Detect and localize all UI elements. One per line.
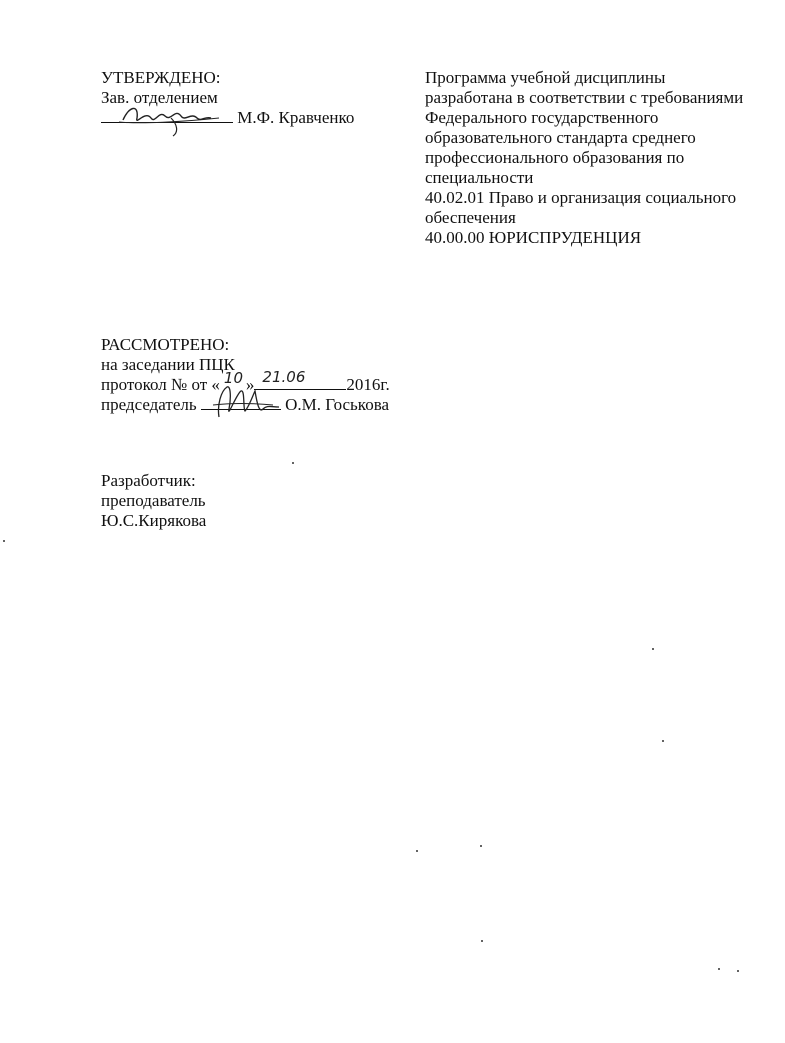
review-chair (101, 395, 390, 415)
scan-speck (481, 940, 483, 942)
scan-speck (662, 740, 664, 742)
program-line: Программа учебной дисциплины (425, 68, 666, 87)
approval-position: Зав. отделением (101, 88, 218, 107)
developer-role: преподаватель (101, 491, 206, 510)
program-line: 40.00.00 ЮРИСПРУДЕНЦИЯ (425, 228, 642, 247)
scan-speck (480, 845, 482, 847)
protocol-number: 10 (223, 369, 244, 387)
approval-signatory: М.Ф. Кравченко (237, 108, 355, 127)
review-block (101, 335, 390, 415)
program-line: специальности (425, 168, 534, 187)
chair-prefix: председатель (101, 395, 197, 414)
scan-speck (737, 970, 739, 972)
protocol-prefix: протокол № от « (101, 375, 220, 394)
approval-heading: УТВЕРЖДЕНО: (101, 68, 221, 87)
developer-block (101, 471, 206, 531)
protocol-mid: » (245, 375, 255, 394)
scan-speck (292, 462, 294, 464)
scan-speck (652, 648, 654, 650)
program-line: образовательного стандарта среднего (425, 128, 696, 147)
protocol-date: 21.06 (262, 368, 306, 386)
program-block (425, 68, 743, 248)
program-line: 40.02.01 Право и организация социального (425, 188, 737, 207)
review-meeting: на заседании ПЦК (101, 355, 235, 374)
review-heading: РАССМОТРЕНО: (101, 335, 230, 354)
program-line: обеспечения (425, 208, 516, 227)
program-line: профессионального образования по (425, 148, 685, 167)
developer-name: Ю.С.Кирякова (101, 511, 207, 530)
approval-block (101, 68, 354, 128)
program-line: разработана в соответствии с требованиями (425, 88, 744, 107)
scan-speck (718, 968, 720, 970)
signature-blank (101, 108, 233, 123)
approval-signature-line (101, 108, 354, 128)
handwritten-signature (101, 98, 241, 138)
scan-speck (416, 850, 418, 852)
chair-handwritten-signature (201, 379, 291, 423)
scan-speck (3, 540, 5, 542)
chair-signature-blank (201, 395, 281, 410)
protocol-year: 2016г. (346, 375, 390, 394)
chair-name: О.М. Госькова (285, 395, 390, 414)
program-line: Федерального государственного (425, 108, 659, 127)
developer-heading: Разработчик: (101, 471, 196, 490)
